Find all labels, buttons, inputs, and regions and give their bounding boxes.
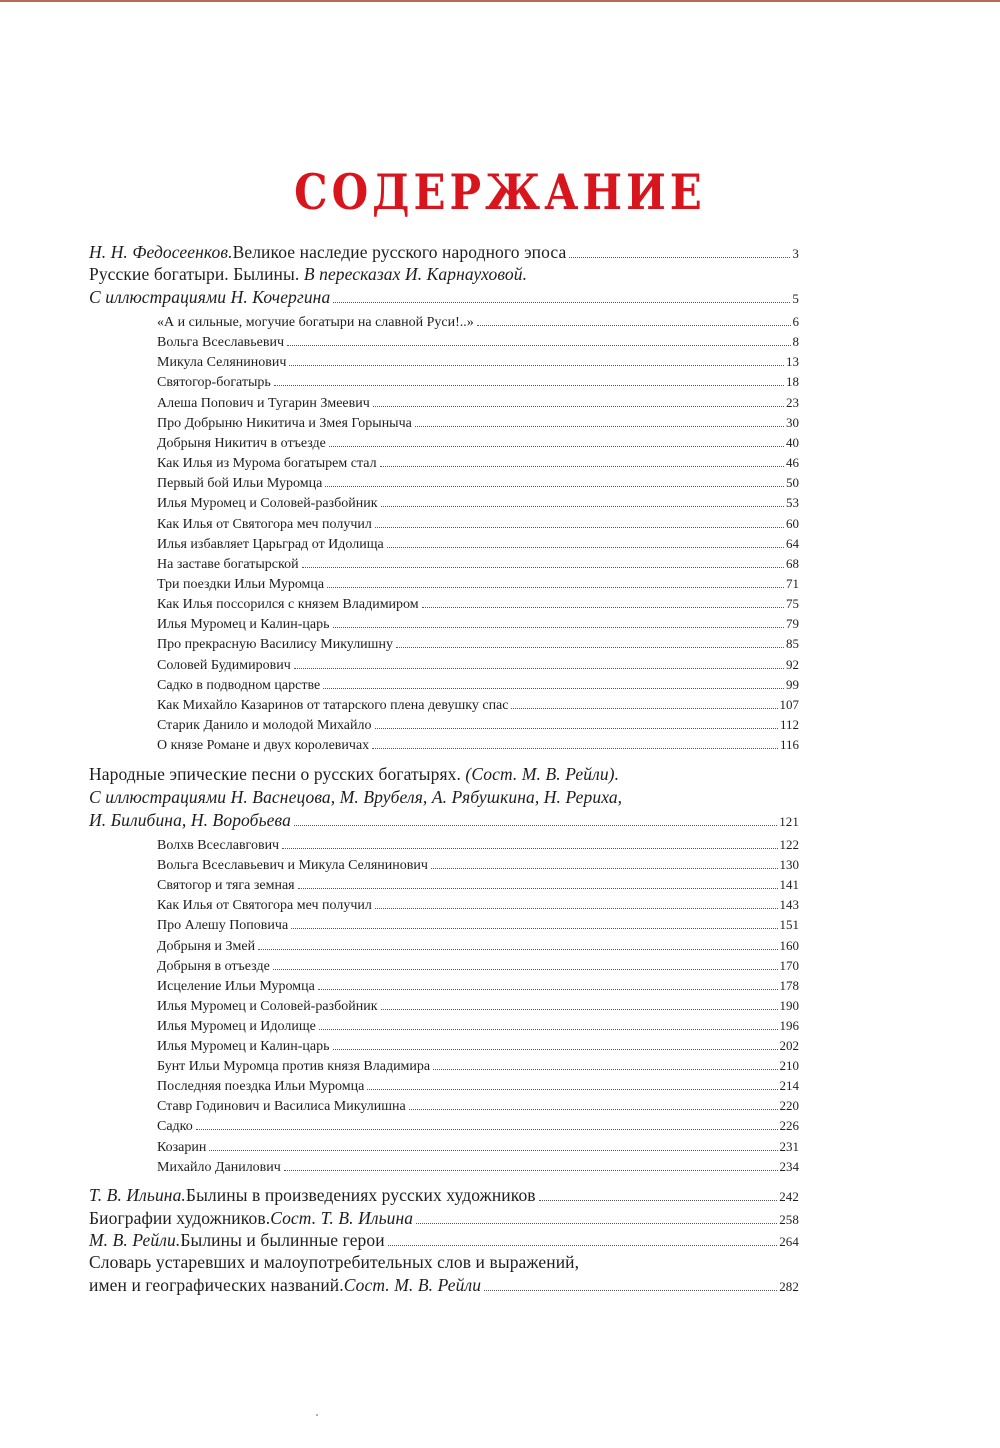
dot-leader — [422, 607, 784, 608]
toc-entry-reili[interactable] — [89, 1230, 799, 1251]
toc-item[interactable] — [157, 1018, 799, 1035]
toc-item-page-number: 196 — [779, 1017, 799, 1033]
toc-item[interactable] — [157, 455, 799, 472]
toc-item-title: Как Михайло Казаринов от татарского плена девушку спас — [157, 697, 509, 713]
toc-item[interactable] — [157, 516, 799, 533]
toc-item[interactable] — [157, 1118, 799, 1135]
dot-leader — [196, 1129, 778, 1130]
toc-item[interactable] — [157, 354, 799, 371]
entry-page-number: 5 — [792, 291, 799, 306]
toc-item-title: Илья Муромец и Калин-царь — [157, 1039, 330, 1054]
dot-leader — [289, 365, 784, 366]
top-border-rule — [0, 0, 1000, 2]
toc-item[interactable] — [157, 334, 799, 351]
toc-item-page-number: 13 — [786, 354, 799, 370]
toc-item-title: Про прекрасную Василису Микулишну — [157, 637, 393, 653]
toc-item-page-number: 60 — [786, 515, 799, 531]
toc-item-title: Святогор и тяга земная — [157, 878, 295, 894]
print-speck — [316, 1414, 318, 1416]
toc-item-page-number: 214 — [779, 1078, 799, 1094]
dot-leader — [484, 1290, 777, 1291]
toc-item[interactable] — [157, 1038, 799, 1055]
section2-heading-line1 — [89, 764, 619, 785]
dot-leader — [373, 406, 784, 407]
toc-item-title: Михайло Данилович — [157, 1159, 281, 1175]
toc-item-title: Про Добрыню Никитича и Змея Горыныча — [157, 415, 412, 431]
glossary-line2: имен и географических названий. — [89, 1275, 344, 1295]
toc-item-title: О князе Романе и двух королевичах — [157, 738, 370, 754]
toc-item-page-number: 226 — [779, 1118, 799, 1134]
dot-leader — [329, 446, 784, 447]
toc-item[interactable] — [157, 938, 799, 955]
toc-item[interactable] — [157, 1078, 799, 1095]
toc-item[interactable] — [157, 435, 799, 452]
entry-title: Былины в произведениях русских художников — [185, 1185, 536, 1205]
toc-item[interactable] — [157, 657, 799, 674]
entry-page-number: 258 — [779, 1212, 799, 1227]
toc-item-page-number: 99 — [786, 676, 799, 692]
toc-item-page-number: 116 — [779, 737, 799, 753]
toc-item-title: Исцеление Ильи Муромца — [157, 978, 315, 994]
toc-item[interactable] — [157, 314, 799, 331]
toc-item-page-number: 50 — [786, 475, 799, 491]
toc-item-title: Садко в подводном царстве — [157, 677, 321, 693]
toc-item[interactable] — [157, 495, 799, 512]
section2-heading-compiler: (Сост. М. В. Рейли). — [465, 764, 620, 784]
toc-item[interactable] — [157, 877, 799, 894]
dot-leader — [291, 928, 777, 929]
entry-page-number: 242 — [779, 1189, 799, 1204]
toc-item-title: Садко — [157, 1119, 193, 1135]
toc-item-page-number: 40 — [786, 434, 799, 450]
toc-item-page-number: 68 — [786, 555, 799, 571]
toc-item-title: Последняя поездка Ильи Муромца — [157, 1079, 365, 1095]
toc-item-title: Волхв Всеславгович — [157, 838, 280, 853]
toc-item[interactable] — [157, 1139, 799, 1156]
toc-item[interactable] — [157, 677, 799, 694]
toc-item-title: Первый бой Ильи Муромца — [157, 476, 323, 492]
dot-leader — [415, 426, 784, 427]
dot-leader — [477, 325, 791, 326]
toc-item-page-number: 46 — [786, 455, 799, 471]
toc-item[interactable] — [157, 917, 799, 934]
toc-item-page-number: 112 — [779, 717, 799, 732]
toc-item-title: Про Алешу Поповича — [157, 918, 289, 934]
dot-leader — [416, 1223, 777, 1224]
toc-item[interactable] — [157, 978, 799, 995]
toc-item-title: Как Илья из Мурома богатырем стал — [157, 456, 377, 472]
toc-item-page-number: 220 — [779, 1098, 799, 1114]
dot-leader — [287, 345, 790, 346]
toc-item[interactable] — [157, 616, 799, 633]
section2-heading-line2: С иллюстрациями Н. Васнецова, М. Врубеля, А. Рябушкина, Н. Рериха, — [89, 787, 623, 807]
toc-item-page-number: 143 — [779, 897, 799, 913]
toc-item-title: Козарин — [157, 1139, 207, 1155]
entry-compiler: Сост. Т. В. Ильина — [270, 1208, 414, 1228]
dot-leader — [274, 385, 784, 386]
dot-leader — [381, 506, 785, 507]
entry-compiler: Сост. М. В. Рейли — [343, 1275, 482, 1295]
toc-item[interactable] — [157, 1098, 799, 1115]
toc-item-title: Илья Муромец и Соловей-разбойник — [157, 998, 378, 1014]
toc-item-page-number: 85 — [786, 636, 799, 652]
dot-leader — [273, 969, 778, 970]
dot-leader — [333, 302, 790, 303]
dot-leader — [294, 825, 777, 826]
toc-item-title: Старик Данило и молодой Михайло — [157, 718, 372, 733]
dot-leader — [333, 1049, 778, 1050]
entry-title: Былины и былинные герои — [180, 1230, 385, 1250]
toc-item-title: Три поездки Ильи Муромца — [157, 576, 325, 592]
toc-item-title: Ставр Годинович и Василиса Микулишна — [157, 1099, 406, 1115]
dot-leader — [319, 1029, 778, 1030]
toc-entry-section1[interactable] — [89, 287, 799, 308]
toc-item-page-number: 23 — [786, 394, 799, 410]
dot-leader — [431, 868, 778, 869]
toc-item-page-number: 141 — [779, 877, 799, 893]
dot-leader — [433, 1069, 777, 1070]
toc-item-page-number: 231 — [779, 1138, 799, 1154]
section2-heading-line3: И. Билибина, Н. Воробьева — [89, 810, 291, 830]
toc-item-title: «А и сильные, могучие богатыри на славной Руси!..» — [157, 315, 474, 330]
entry-page-number: 282 — [779, 1279, 799, 1294]
toc-item[interactable] — [157, 998, 799, 1015]
dot-leader — [323, 688, 784, 689]
dot-leader — [284, 1170, 778, 1171]
toc-item-title: Илья Муромец и Соловей-разбойник — [157, 496, 378, 512]
dot-leader — [387, 547, 784, 548]
toc-item-page-number: 71 — [786, 575, 799, 591]
glossary-line1: Словарь устаревших и малоупотребительных слов и выражений, — [89, 1252, 580, 1272]
toc-item-page-number: 178 — [779, 977, 799, 993]
dot-leader — [302, 567, 784, 568]
toc-item[interactable] — [157, 837, 799, 854]
toc-item[interactable] — [157, 536, 799, 553]
toc-entry-glossary[interactable] — [89, 1275, 799, 1296]
toc-item-title: Как Илья от Святогора меч получил — [157, 898, 372, 914]
toc-item[interactable] — [157, 1159, 799, 1176]
toc-item-title: На заставе богатырской — [157, 556, 299, 572]
toc-entry-section2[interactable] — [89, 810, 799, 831]
toc-item[interactable] — [157, 556, 799, 573]
dot-leader — [333, 627, 784, 628]
dot-leader — [511, 708, 777, 709]
entry-author: Н. Н. Федосеенков. — [89, 242, 233, 262]
dot-leader — [372, 748, 778, 749]
toc-item-page-number: 30 — [786, 414, 799, 430]
dot-leader — [318, 989, 778, 990]
toc-item[interactable] — [157, 415, 799, 432]
toc-item-page-number: 18 — [786, 374, 799, 390]
dot-leader — [367, 1089, 777, 1090]
toc-item-title: Добрыня Никитич в отъезде — [157, 435, 326, 451]
toc-item[interactable] — [157, 897, 799, 914]
dot-leader — [381, 1009, 778, 1010]
toc-entry-ilyina[interactable] — [89, 1185, 799, 1206]
entry-author: М. В. Рейли. — [89, 1230, 181, 1250]
toc-item-title: Добрыня в отъезде — [157, 958, 270, 974]
section1-heading-illustrator: С иллюстрациями Н. Кочергина — [89, 287, 331, 307]
dot-leader — [294, 668, 784, 669]
section1-heading-line1 — [89, 264, 527, 285]
page-title: СОДЕРЖАНИЕ — [294, 164, 706, 221]
toc-item-page-number: 151 — [779, 917, 799, 933]
toc-item[interactable] — [157, 596, 799, 613]
dot-leader — [409, 1109, 778, 1110]
toc-item-page-number: 79 — [786, 616, 799, 632]
toc-item-page-number: 170 — [779, 957, 799, 973]
dot-leader — [569, 257, 790, 258]
entry-title: Великое наследие русского народного эпоса — [232, 242, 567, 262]
toc-item-page-number: 130 — [779, 857, 799, 873]
toc-item-title: Соловей Будимирович — [157, 657, 291, 673]
toc-item-title: Илья Муромец и Идолище — [157, 1018, 316, 1034]
toc-item-title: Микула Селянинович — [157, 355, 287, 371]
toc-item-title: Вольга Всеславьевич — [157, 335, 285, 351]
toc-item-page-number: 6 — [792, 314, 799, 329]
dot-leader — [325, 486, 784, 487]
toc-item-page-number: 210 — [779, 1058, 799, 1074]
dot-leader — [327, 587, 784, 588]
dot-leader — [282, 848, 777, 849]
toc-item-page-number: 122 — [779, 837, 799, 852]
toc-entry-intro[interactable] — [89, 242, 799, 263]
entry-title: Биографии художников. — [89, 1208, 271, 1228]
toc-item[interactable] — [157, 475, 799, 492]
toc-item-title: Вольга Всеславьевич и Микула Селянинович — [157, 858, 428, 874]
toc-item-page-number: 107 — [779, 696, 799, 712]
dot-leader — [209, 1150, 777, 1151]
toc-item-title: Как Илья поссорился с князем Владимиром — [157, 597, 419, 613]
section1-heading-reteller: В пересказах И. Карнауховой. — [303, 264, 528, 284]
dot-leader — [375, 527, 784, 528]
toc-item[interactable] — [157, 958, 799, 975]
toc-item-page-number: 234 — [779, 1158, 799, 1174]
toc-item[interactable] — [157, 717, 799, 734]
toc-entry-biographies[interactable] — [89, 1208, 799, 1229]
dot-leader — [539, 1200, 778, 1201]
entry-page-number: 264 — [779, 1234, 799, 1249]
section1-heading-text: Русские богатыри. Былины. — [89, 264, 304, 284]
entry-page-number: 121 — [779, 814, 799, 829]
toc-item-page-number: 75 — [786, 596, 799, 612]
toc-item[interactable] — [157, 737, 799, 754]
toc-item-page-number: 8 — [792, 334, 799, 350]
dot-leader — [388, 1245, 777, 1246]
toc-item[interactable] — [157, 576, 799, 593]
toc-item-page-number: 64 — [786, 535, 799, 551]
toc-item[interactable] — [157, 374, 799, 391]
toc-item-title: Как Илья от Святогора меч получил — [157, 516, 372, 532]
dot-leader — [396, 647, 784, 648]
entry-page-number: 3 — [792, 246, 799, 261]
toc-item-title: Святогор-богатырь — [157, 375, 271, 391]
toc-item[interactable] — [157, 1058, 799, 1075]
toc-item-title: Илья Муромец и Калин-царь — [157, 617, 330, 633]
toc-item[interactable] — [157, 395, 799, 412]
toc-item[interactable] — [157, 697, 799, 714]
toc-item-title: Илья избавляет Царьград от Идолища — [157, 536, 384, 552]
toc-item-page-number: 190 — [779, 997, 799, 1013]
toc-item[interactable] — [157, 636, 799, 653]
entry-author: Т. В. Ильина. — [89, 1185, 186, 1205]
dot-leader — [375, 728, 778, 729]
dot-leader — [375, 908, 778, 909]
toc-item-page-number: 202 — [779, 1038, 799, 1053]
dot-leader — [298, 888, 778, 889]
toc-item-page-number: 160 — [779, 937, 799, 953]
section2-heading-text: Народные эпические песни о русских богатырях. — [89, 764, 466, 784]
toc-item-title: Добрыня и Змей — [157, 938, 256, 954]
dot-leader — [380, 466, 784, 467]
toc-item-page-number: 92 — [786, 656, 799, 672]
toc-item[interactable] — [157, 857, 799, 874]
dot-leader — [258, 949, 777, 950]
toc-item-title: Алеша Попович и Тугарин Змеевич — [157, 395, 370, 411]
toc-item-page-number: 53 — [786, 495, 799, 511]
toc-item-title: Бунт Ильи Муромца против князя Владимира — [157, 1059, 431, 1075]
